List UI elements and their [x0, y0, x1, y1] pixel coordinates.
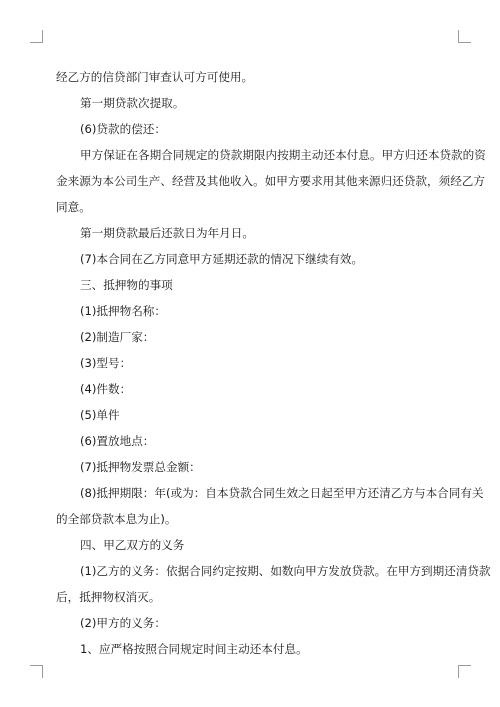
crop-mark-top-left [30, 30, 43, 43]
text-line: (7)抵押物发票总金额： [80, 459, 201, 474]
crop-mark-bottom-right [458, 665, 471, 678]
text-line: 经乙方的信贷部门审查认可方可使用。 [56, 70, 254, 84]
crop-mark-top-right [458, 30, 471, 43]
text-line: 同意。 [56, 199, 91, 214]
document-body [56, 66, 491, 661]
text-line: 后，抵押物权消灭。 [56, 589, 161, 604]
text-line: (7)本合同在乙方同意甲方延期还款的情况下继续有效。 [80, 251, 364, 266]
text-line: 四、甲乙双方的义务 [80, 537, 185, 552]
text-line: (4)件数： [80, 381, 132, 396]
text-line: (1)抵押物名称： [80, 303, 166, 318]
text-line: 1、应严格按照合同规定时间主动还本付息。 [80, 641, 308, 656]
text-line: (2)制造厂家： [80, 329, 155, 344]
text-line: (3)型号： [80, 355, 132, 370]
text-line: 甲方保证在各期合同规定的贷款期限内按期主动还本付息。甲方归还本贷款的资 [80, 147, 486, 162]
text-line: (6)置放地点： [80, 433, 155, 448]
text-line: (5)单件 [80, 407, 120, 422]
text-line: 金来源为本公司生产、经营及其他收入。如甲方要求用其他来源归还贷款，须经乙方 [56, 173, 485, 188]
text-line: (2)甲方的义务： [80, 615, 166, 630]
text-line: (8)抵押期限：年(或为：自本贷款合同生效之日起至甲方还清乙方与本合同有关 [80, 485, 484, 500]
text-line: 的全部贷款本息为止)。 [56, 511, 177, 526]
text-line: 第一期贷款最后还款日为年月日。 [80, 225, 254, 240]
text-line: (1)乙方的义务：依据合同约定按期、如数向甲方发放贷款。在甲方到期还清贷款 [80, 563, 491, 578]
text-line: 第一期贷款次提取。 [80, 95, 185, 110]
text-line: (6)贷款的偿还： [80, 121, 166, 136]
text-line: 三、抵押物的事项 [80, 277, 173, 292]
crop-mark-bottom-left [30, 665, 43, 678]
